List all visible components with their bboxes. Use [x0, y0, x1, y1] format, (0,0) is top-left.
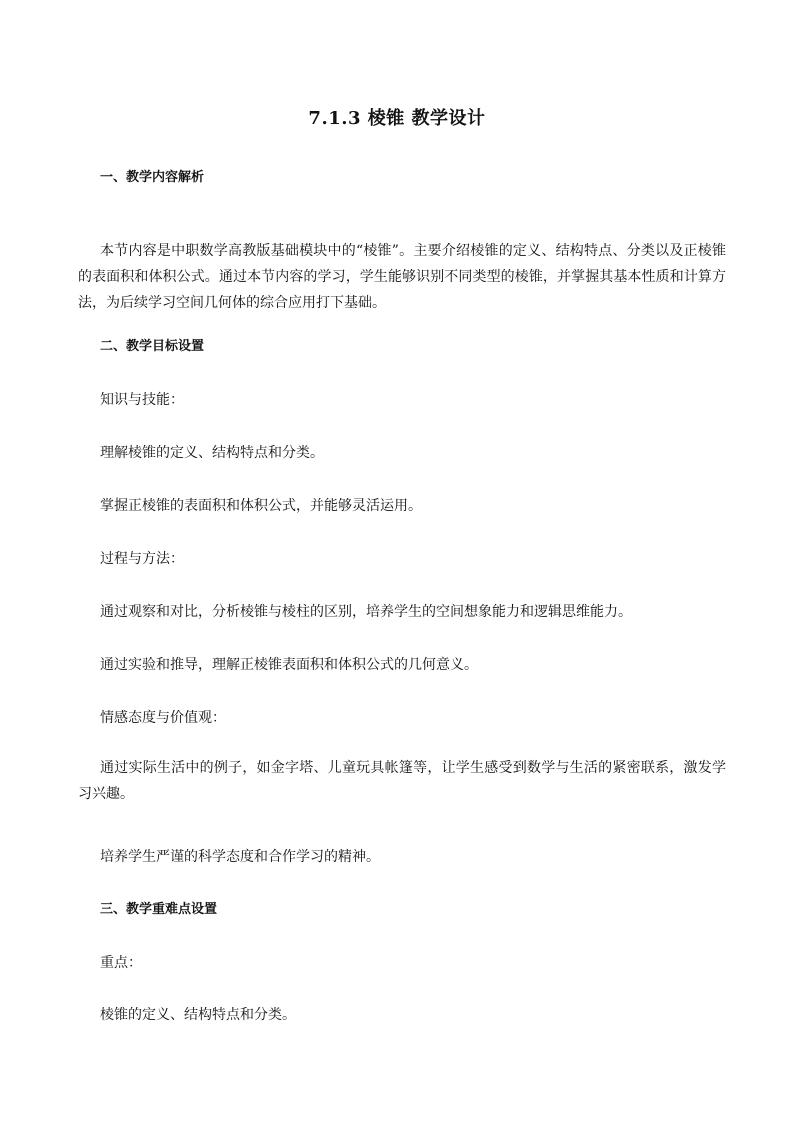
process-item-1: 通过观察和对比，分析棱锥与棱柱的区别，培养学生的空间想象能力和逻辑思维能力。: [100, 604, 632, 620]
key-points-label: 重点：: [100, 955, 142, 971]
knowledge-skills-label: 知识与技能：: [100, 392, 184, 408]
section-heading-key-difficult-points: 三、教学重难点设置: [100, 902, 218, 917]
emotion-item-1: 通过实际生活中的例子，如金字塔、儿童玩具帐篷等，让学生感受到数学与生活的紧密联系，激发学习兴趣。: [78, 760, 726, 802]
knowledge-item-2: 掌握正棱锥的表面积和体积公式，并能够灵活运用。: [100, 498, 422, 514]
process-item-2: 通过实验和推导，理解正棱锥表面积和体积公式的几何意义。: [100, 657, 478, 673]
emotion-item-2: 培养学生严谨的科学态度和合作学习的精神。: [100, 849, 380, 865]
knowledge-item-1: 理解棱锥的定义、结构特点和分类。: [100, 445, 324, 461]
key-point-item-1: 棱锥的定义、结构特点和分类。: [100, 1007, 296, 1023]
section-heading-teaching-goals: 二、教学目标设置: [100, 339, 205, 354]
document-title: 7.1.3 棱锥 教学设计: [308, 108, 486, 129]
content-analysis-paragraph: 本节内容是中职数学高教版基础模块中的“棱锥”。主要介绍棱锥的定义、结构特点、分类以及正棱锥的表面积和体积公式。通过本节内容的学习，学生能够识别不同类型的棱锥，并掌握其基本性质和计算方法，为后续学习空间几何体的综合应用打下基础。: [78, 243, 726, 311]
section-heading-content-analysis: 一、教学内容解析: [100, 170, 205, 185]
emotion-values-label: 情感态度与价值观：: [100, 710, 226, 726]
process-methods-label: 过程与方法：: [100, 551, 184, 567]
